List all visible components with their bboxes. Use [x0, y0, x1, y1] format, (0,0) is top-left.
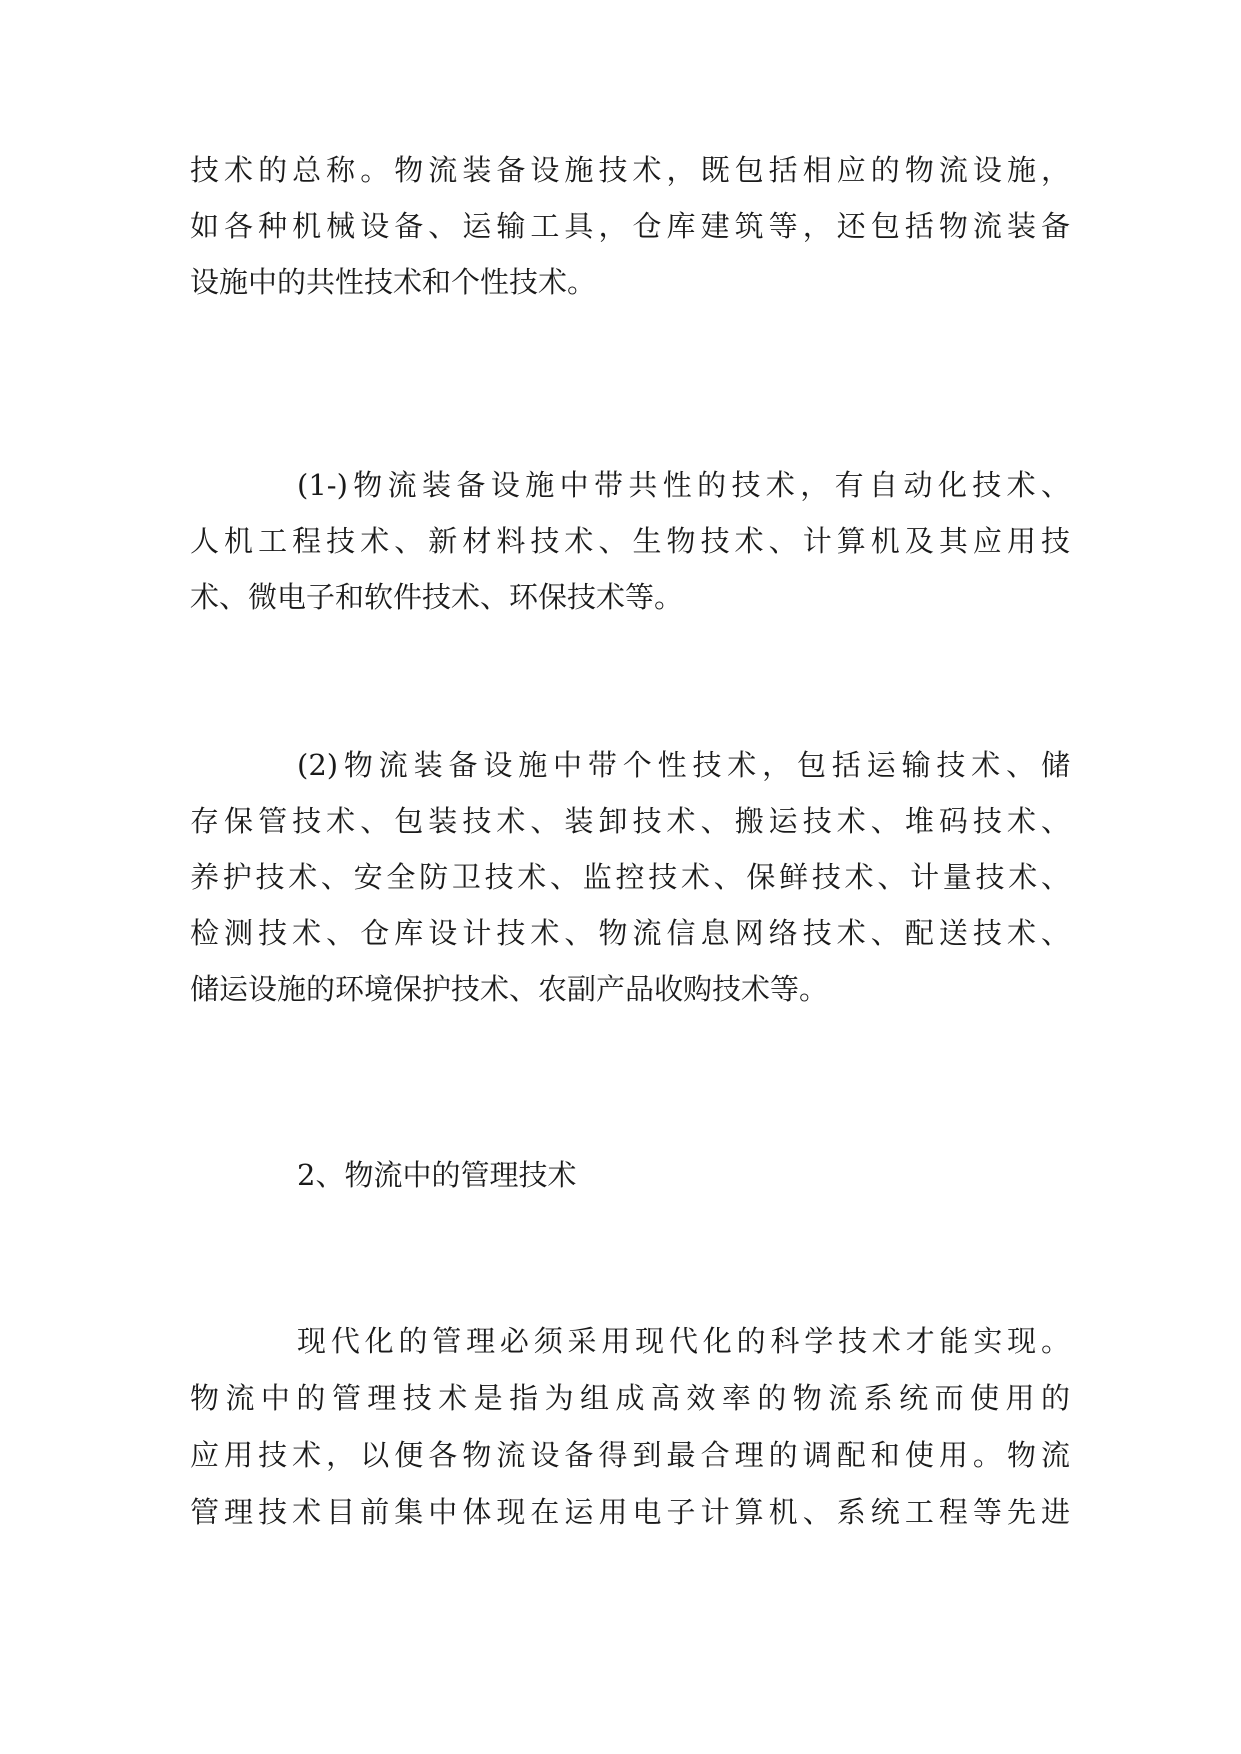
paragraph-1-line-3: 设施中的共性技术和个性技术。 — [190, 265, 597, 299]
paragraph-1-line-2: 如各种机械设备、运输工具，仓库建筑等，还包括物流装备 — [190, 209, 1070, 243]
paragraph-2-line-3: 术、微电子和软件技术、环保技术等。 — [190, 580, 684, 614]
paragraph-1-line-1: 技术的总称。物流装备设施技术，既包括相应的物流设施， — [190, 153, 1070, 187]
paragraph-3-line-5: 储运设施的环境保护技术、农副产品收购技术等。 — [190, 972, 829, 1006]
paragraph-3-line-4: 检测技术、仓库设计技术、物流信息网络技术、配送技术、 — [190, 916, 1070, 950]
paragraph-4-line-1: 现代化的管理必须采用现代化的科学技术才能实现。 — [297, 1324, 1070, 1358]
paragraph-2-line-1: (1-)物流装备设施中带共性的技术，有自动化技术、 — [297, 468, 1070, 502]
paragraph-4-line-2: 物流中的管理技术是指为组成高效率的物流系统而使用的 — [190, 1381, 1070, 1415]
section-heading: 2、物流中的管理技术 — [297, 1158, 577, 1192]
paragraph-4-line-4: 管理技术目前集中体现在运用电子计算机、系统工程等先进 — [190, 1495, 1070, 1529]
paragraph-2-line-2: 人机工程技术、新材料技术、生物技术、计算机及其应用技 — [190, 524, 1070, 558]
paragraph-4-line-3: 应用技术，以便各物流设备得到最合理的调配和使用。物流 — [190, 1438, 1070, 1472]
paragraph-3-line-3: 养护技术、安全防卫技术、监控技术、保鲜技术、计量技术、 — [190, 860, 1070, 894]
paragraph-3-line-1: (2)物流装备设施中带个性技术，包括运输技术、储 — [297, 748, 1070, 782]
paragraph-3-line-2: 存保管技术、包装技术、装卸技术、搬运技术、堆码技术、 — [190, 804, 1070, 838]
